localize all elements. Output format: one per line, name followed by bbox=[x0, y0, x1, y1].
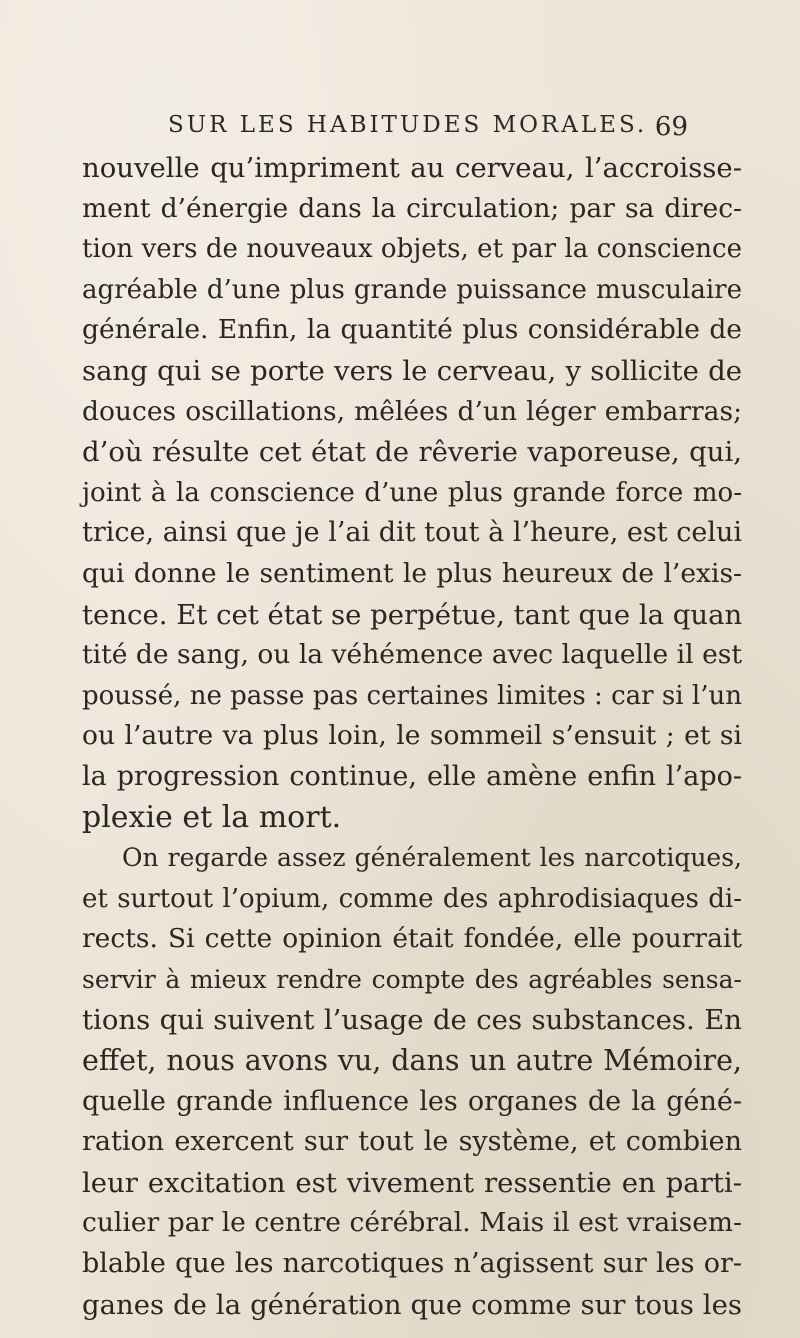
text-line: ou l’autre va plus loin, le sommeil s’ensuit ; et si bbox=[82, 720, 742, 752]
text-line: qui donne le sentiment le plus heureux de l’exis- bbox=[82, 557, 742, 589]
text-line: leur excitation est vivement ressentie en parti- bbox=[82, 1166, 742, 1199]
text-line: tions qui suivent l’usage de ces substances. En bbox=[82, 1004, 742, 1037]
text-line: tité de sang, ou la véhémence avec laquelle il est bbox=[82, 639, 742, 671]
text-line: ration exercent sur tout le système, et combien bbox=[82, 1126, 742, 1158]
text-line: d’où résulte cet état de rêverie vaporeuse, qui, bbox=[82, 436, 742, 469]
text-line: joint à la conscience d’une plus grande force mo- bbox=[82, 477, 742, 508]
text-line: agréable d’une plus grande puissance musculaire bbox=[82, 274, 742, 305]
text-line: et surtout l’opium, comme des aphrodisiaques di- bbox=[82, 883, 742, 914]
text-line: ganes de la génération que comme sur tous les bbox=[82, 1288, 742, 1321]
running-title: SUR LES HABITUDES MORALES. bbox=[168, 112, 648, 138]
paragraph-first-line: On regarde assez généralement les narcotiques, bbox=[122, 843, 742, 873]
text-line: blable que les narcotiques n’agissent sur les or- bbox=[82, 1248, 742, 1280]
text-line: rects. Si cette opinion était fondée, elle pourrait bbox=[82, 923, 742, 955]
body-text bbox=[82, 148, 742, 1325]
running-head bbox=[168, 112, 688, 152]
text-line: culier par le centre cérébral. Mais il est vraisem- bbox=[82, 1207, 742, 1239]
text-line: quelle grande influence les organes de la géné- bbox=[82, 1085, 742, 1117]
text-line: servir à mieux rendre compte des agréables sensa- bbox=[82, 964, 742, 994]
text-line: nouvelle qu’impriment au cerveau, l’accroisse- bbox=[82, 152, 742, 184]
page-number: 69 bbox=[654, 112, 688, 142]
text-line: la progression continue, elle amène enfin l’apo- bbox=[82, 760, 742, 792]
text-line: poussé, ne passe pas certaines limites : car si l’un bbox=[82, 680, 742, 711]
text-line: tence. Et cet état se perpétue, tant que la quan bbox=[82, 598, 743, 631]
text-line: douces oscillations, mêlées d’un léger embarras; bbox=[82, 395, 742, 427]
text-line: effet, nous avons vu, dans un autre Mémoire, bbox=[82, 1044, 742, 1078]
text-line: trice, ainsi que je l’ai dit tout à l’heure, est celui bbox=[82, 517, 742, 549]
text-line: tion vers de nouveaux objets, et par la conscience bbox=[82, 234, 742, 265]
text-line: générale. Enfin, la quantité plus considérable de bbox=[82, 314, 742, 346]
text-line: ment d’énergie dans la circulation; par sa direc- bbox=[82, 192, 742, 224]
text-line: sang qui se porte vers le cerveau, y sollicite de bbox=[82, 354, 742, 387]
paragraph-end-line: plexie et la mort. bbox=[82, 799, 342, 835]
